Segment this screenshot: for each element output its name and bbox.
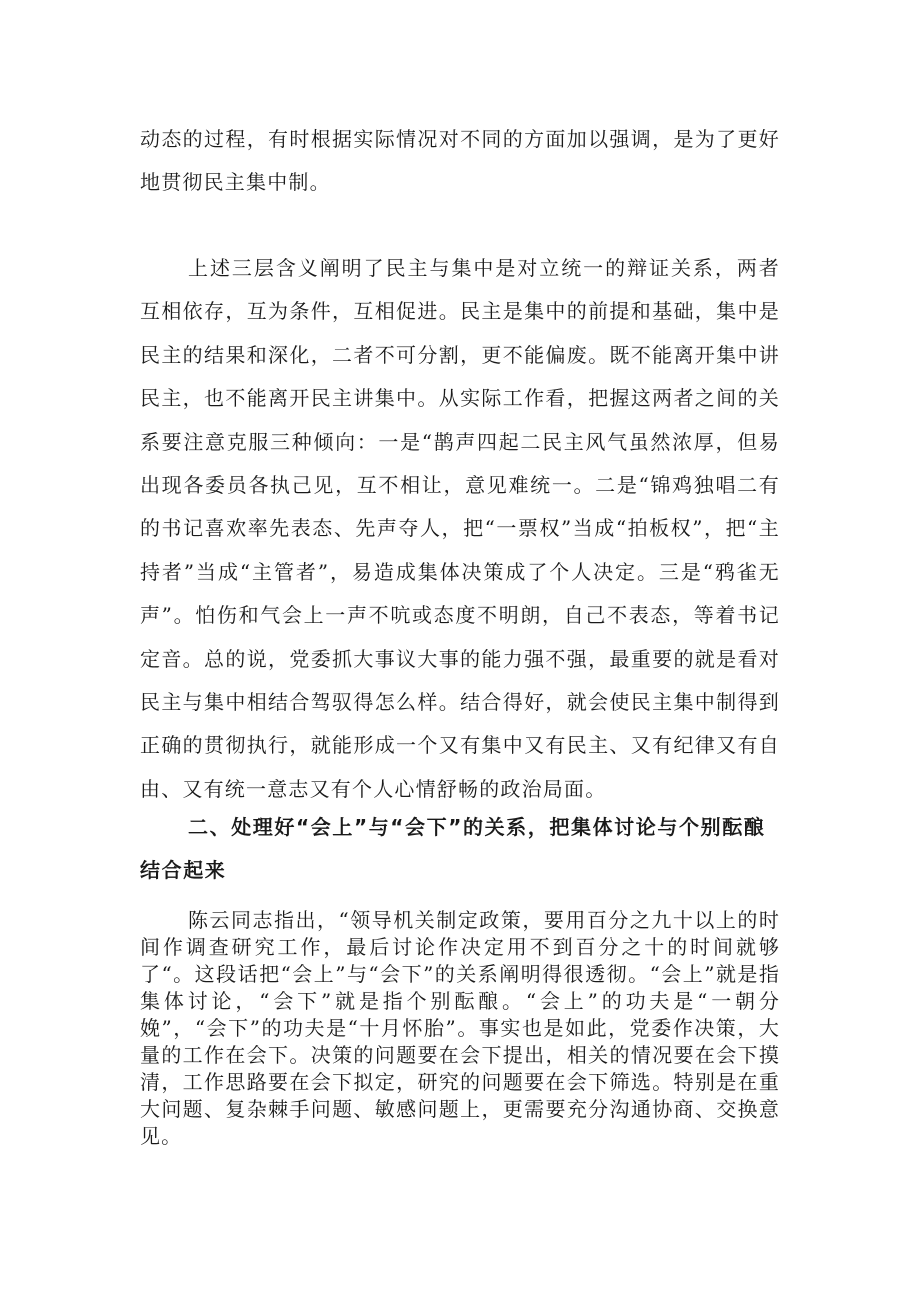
section-heading-two: 二、处理好“会上”与“会下”的关系，把集体讨论与个别酝酿结合起来 bbox=[140, 815, 766, 882]
paragraph-dialectic-relationship: 上述三层含义阐明了民主与集中是对立统一的辩证关系，两者互相依存，互为条件，互相促进。民主是集中的前提和基础，集中是民主的结果和深化，二者不可分割，更不能偏废。既不能离开集中讲民主，也不能离开民主讲集中。从实际工作看，把握这两者之间的关系要注意克服三种倾向：一是“鹊声四起二民主风气虽然浓厚，但易出现各委员各执己见，互不相让，意见难统一。二是“锦鸡独唱二有的书记喜欢率先表态、先声夺人，把“一票权”当成“拍板权”，把“主持者”当成“主管者”，易造成集体决策成了个人决定。三是“鸦雀无声”。怕伤和气会上一声不吭或态度不明朗，自己不表态，等着书记定音。总的说，党委抓大事议大事的能力强不强，最重要的就是看对民主与集中相结合驾驭得怎么样。结合得好，就会使民主集中制得到正确的贯彻执行，就能形成一个又有集中又有民主、又有纪律又有自由、又有统一意志又有个人心情舒畅的政治局面。 bbox=[140, 256, 780, 801]
paragraph-chen-yun-quote: 陈云同志指出，“领导机关制定政策，要用百分之九十以上的时间作调查研究工作，最后讨论作决定用不到百分之十的时间就够了“。这段话把“会上”与“会下”的关系阐明得很透彻。“会上”就是指集体讨论，“会下”就是指个别酝酿。“会上”的功夫是“一朝分娩”，“会下”的功夫是“十月怀胎”。事实也是如此，党委作决策，大量的工作在会下。决策的问题要在会下提出，相关的情况要在会下摸清，工作思路要在会下拟定，研究的问题要在会下筛选。特别是在重大问题、复杂棘手问题、敏感问题上，更需要充分沟通协商、交换意见。 bbox=[140, 908, 780, 1148]
paragraph-continuation: 动态的过程，有时根据实际情况对不同的方面加以强调，是为了更好地贯彻民主集中制。 bbox=[140, 127, 780, 194]
